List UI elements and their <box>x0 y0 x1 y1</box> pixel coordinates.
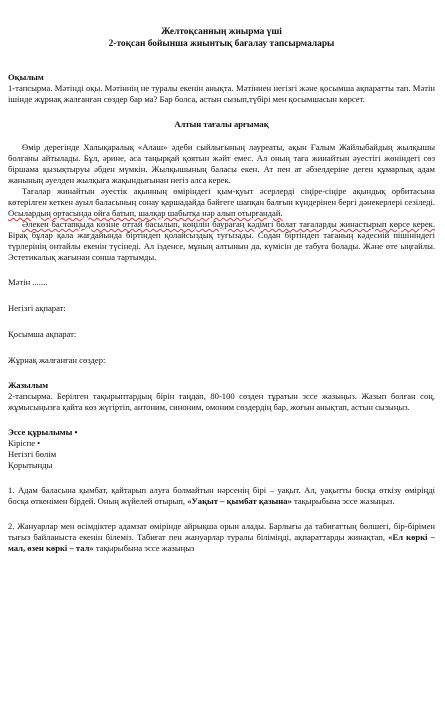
text-paragraph-3 <box>8 219 435 263</box>
essay-part-intro: Кіріспе • <box>8 438 41 448</box>
field-extra-info: Қосымша ақпарат: <box>8 329 77 339</box>
topic-1-end: тақырыбына эссе жазыңыз. <box>293 496 395 506</box>
field-suffix-words: Жұрнақ жалғанған сөздер: <box>8 355 106 365</box>
text-paragraph-3-part-a: Әлекен бастапқыда көзіне оттай басылып, көңілін баурағаң кәдімгі болат тағаларды жинастырып көрсе керек. <box>22 219 435 229</box>
topic-1 <box>8 485 435 507</box>
topic-1-title: «Уақыт – қымбат қазына» <box>187 496 292 506</box>
text-paragraph-3-part-b: Бірақ бұлар қала жағдайында біртіндеп қолайсыздық туғызады. Содан біртіндеп тағаның кәдесиій пішініндегі түрлерінің онтайлы екенін түсінеді. Ал ізденсе, мұның алтынын да, күмісін де табуға болады. Және өте ыңғайлы. Эстетикалық жағынан сонша тартымды. <box>8 230 435 262</box>
reading-heading: Оқылым <box>8 72 44 82</box>
text-paragraph-1: Өмір дерегінде Халықаралық «Алаш» әдеби сыйлығының лауреаты, ақын Ғалым Жайлыбайдың жылқышы болғаны айтылады. Бұл, әрине, аса таңырқай қоятын жәйт емес. Ал оның таға жинайтын әуестігі жөніндегі сөз біршама қызықтыруы әбден мүмкін. Жылқышының баласы екен. Ат пен ат әбзелдеріне деген құмарлық адам жанының әуелден жылқыға жақындығынан негіз алса керек. <box>8 142 435 185</box>
writing-task2: 2-тапсырма. Берілген тақырыптардың бірін таңдап, 80-100 сөзден тұратын эссе жазыңыз. Жазып болған соң, жұмысыңызға қайта көз жүгіртіп, антоним, синоним, омоним сөздердің бар, жоғын анықтап, астын сызыңыз. <box>8 391 435 412</box>
writing-heading: Жазылым <box>8 380 49 390</box>
document-title-line1: Желтоқсанның жиырма үші <box>161 27 282 37</box>
text-paragraph-2-part-a: Тағалар жинайтын әуестік ақынның өміріндегі қым-қуыт әсерлерді сіңіре-сіңіре ақындық орбитасына көтерілген кеткен ауыл баласының сонау қаршадайда бәйгеге шапқан балғын күндерінен бергі дәнекерлері сезіледі. <box>8 186 435 207</box>
essay-part-body: Негізгі бөлім <box>8 449 57 459</box>
reading-task1: 1-тапсырма. Мәтінді оқы. Мәтіннің не туралы екенін анықта. Мәтіннен негізгі және қосымша ақпаратты тап. Мәтін ішінде жұрнақ жалғанған сөздер бар ма? Бар болса, астын сызып,түбірі мен қосымшасын көрсет. <box>8 83 435 104</box>
text-title: Алтын тағалы арғымақ <box>174 119 269 129</box>
essay-structure-heading: Эссе құрылымы • <box>8 427 78 437</box>
field-main-info: Негізгі ақпарат: <box>8 303 66 313</box>
topic-2-text: 2. Жануарлар мен өсімдіктер адамзат өмірінде айрықша орын алады. Барлығы да табиғаттың бөлшегі, бір-бірімен тығыз байланыста екенін білеміз. Табиғат пен жануарлар туралы біліміңді, ақпараттарды жинақтап, <box>8 521 435 542</box>
document-title-line2: 2-тоқсан бойынша жиынтық бағалау тапсырмалары <box>108 39 335 49</box>
text-paragraph-2 <box>8 186 435 219</box>
topic-1-text: 1. Адам баласына қымбат, қайтарып алуға болмайтын нәрсенің бірі – уақыт. Ал, уақытты босқа өткізу өміріңді босқа өткенімен бірдей. Оның жүйелей отырып, <box>8 485 435 506</box>
field-text-label: Мәтін ....... <box>8 277 48 287</box>
text-paragraph-2-part-b: Осылардың ортасында ойға батып, шалқар шабытқа нәр алып отырғандай. <box>8 208 283 218</box>
topic-2 <box>8 521 435 554</box>
topic-2-end: тақырыбына эссе жазыңыз <box>95 543 195 553</box>
essay-part-conclusion: Қорытынды <box>8 460 53 470</box>
topic-2-title: «Ел көркі – мал, өзен көркі – тал» <box>8 532 435 553</box>
